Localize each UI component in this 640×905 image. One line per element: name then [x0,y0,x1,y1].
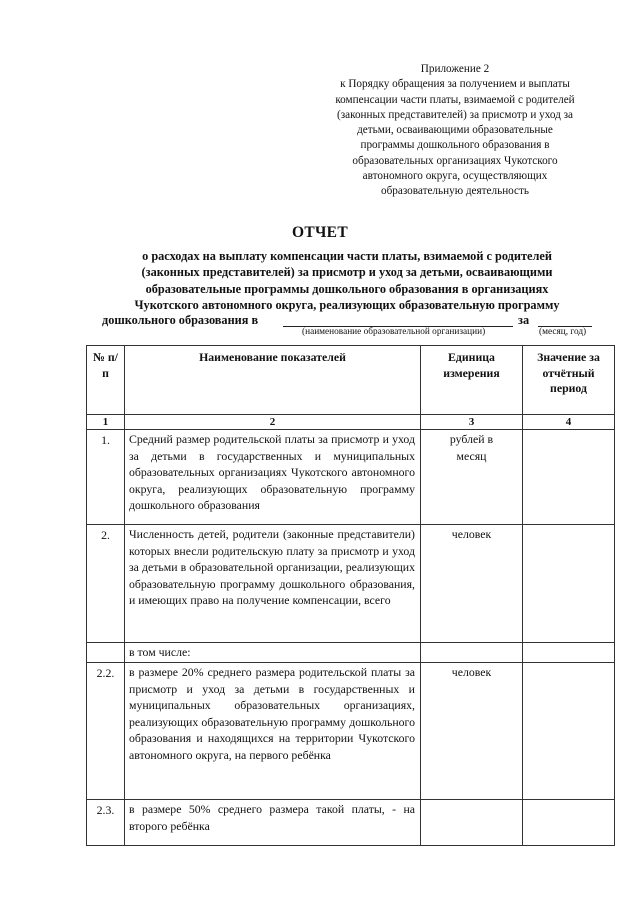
indicator-name: в том числе: [125,643,421,663]
table-row [87,663,615,800]
table-row [87,430,615,525]
indicator-name: Средний размер родительской платы за присмотр и уход за детьми в государственных и муниципальных образовательных организациях Чукотского автономного округа, реализующих образовательную программу дошкольного образования [125,430,421,525]
appendix-line: образовательных организациях Чукотского [352,154,558,167]
subtitle-line: образовательные программы дошкольного образования в организациях [145,281,549,296]
value-cell[interactable] [523,430,615,525]
unit-cell: человек [421,525,523,643]
unit-cell [421,800,523,846]
org-hint: (наименование образовательной организации) [302,327,486,337]
column-number: 3 [421,415,523,430]
report-title: ОТЧЕТ [292,224,348,241]
header-name: Наименование показателей [125,346,421,415]
column-number: 2 [125,415,421,430]
appendix-line: к Порядку обращения за получением и выплаты [340,78,570,91]
indicator-name: Численность детей, родители (законные представители) которых внесли родительскую плату за присмотр и уход за детьми в образовательной организации, реализующих образовательную программу дошкольного образования, и имеющих право на получение компенсации, всего [125,525,421,643]
value-cell[interactable] [523,643,615,663]
unit-cell: рублей в месяц [421,430,523,525]
table-row [87,525,615,643]
column-number: 4 [523,415,615,430]
row-number: 2. [87,525,125,643]
row-number: 1. [87,430,125,525]
row-number: 2.2. [87,663,125,800]
table-row [87,800,615,846]
appendix-line: компенсации части платы, взимаемой с родителей [335,93,575,106]
appendix-line: детьми, осваивающими образовательные [357,124,553,137]
unit-cell [421,643,523,663]
report-subtitle [92,248,602,314]
subtitle-line: о расходах на выплату компенсации части платы, взимаемой с родителей [142,249,552,263]
org-for-label: за [518,313,530,327]
header-no: № п/п [87,346,125,415]
indicator-name: в размере 50% среднего размера такой платы, - на второго ребёнка [125,800,421,846]
appendix-line: Приложение 2 [420,63,490,75]
unit-cell: человек [421,663,523,800]
row-number [87,643,125,663]
report-table [86,345,615,846]
table-header-row [87,346,615,415]
row-number: 2.3. [87,800,125,846]
value-cell[interactable] [523,525,615,643]
org-prefix: дошкольного образования в [102,313,259,327]
appendix-line: (законных представителей) за присмотр и уход за [336,108,574,121]
header-value: Значение за отчётный период [523,346,615,415]
value-cell[interactable] [523,663,615,800]
appendix-line: программы дошкольного образования в [360,139,550,152]
period-hint: (месяц, год) [539,327,587,337]
subtitle-line: (законных представителей) за присмотр и уход за детьми, осваивающими [141,265,553,280]
column-number: 1 [87,415,125,430]
table-row [87,643,615,663]
indicator-name: в размере 20% среднего размера родительской платы за присмотр и уход за детьми в государственных и муниципальных образовательных организациях, реализующих образовательную программу дошкольного образования и находящихся на территории Чукотского автономного округа, на первого ребёнка [125,663,421,800]
appendix-block [306,62,604,200]
subtitle-line: Чукотского автономного округа, реализующих образовательную программу [134,298,560,313]
header-unit: Единица измерения [421,346,523,415]
appendix-line: автономного округа, осуществляющих [362,170,548,183]
appendix-line: образовательную деятельность [380,185,530,198]
value-cell[interactable] [523,800,615,846]
column-number-row [87,415,615,430]
